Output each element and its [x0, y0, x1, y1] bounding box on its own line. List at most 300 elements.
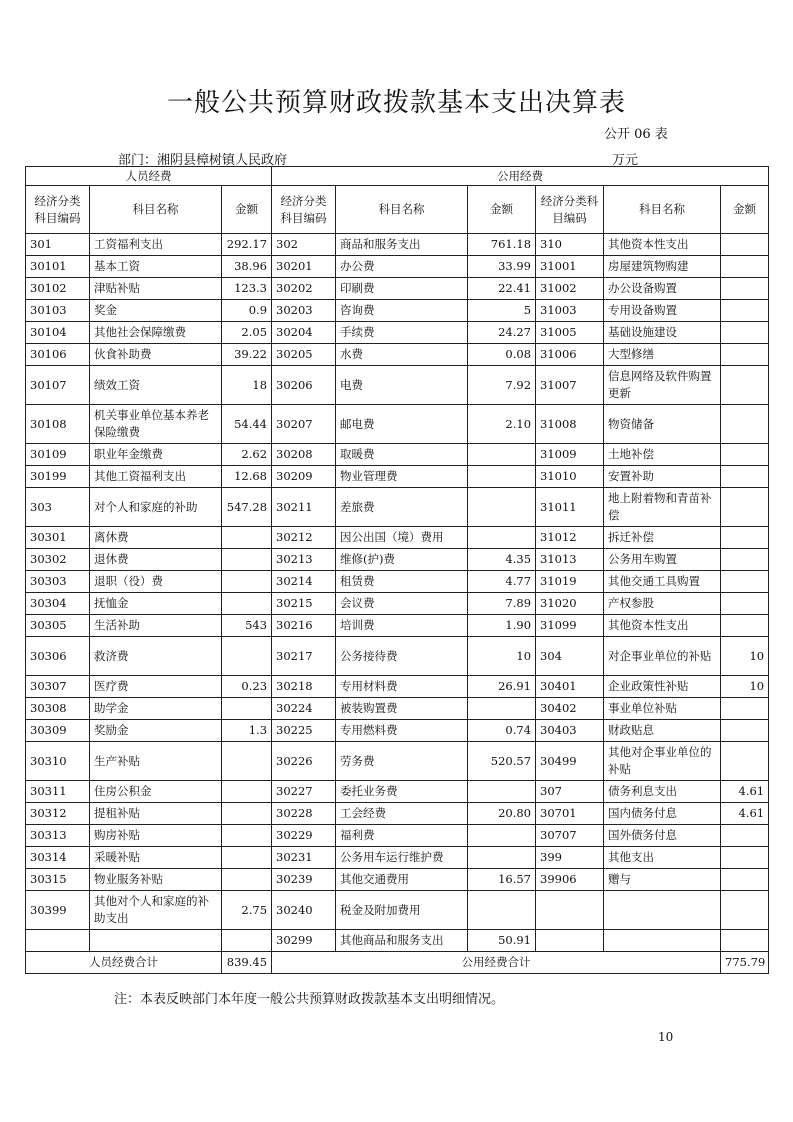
name-cell: 其他工资福利支出: [90, 466, 222, 488]
amount-cell: [222, 825, 272, 847]
name-cell: 物业管理费: [336, 466, 468, 488]
amount-cell: [721, 300, 769, 322]
name-cell: 伙食补助费: [90, 344, 222, 366]
personnel-total-label: 人员经费合计: [26, 952, 222, 974]
personnel-header: 人员经费: [26, 167, 272, 186]
name-cell: 奖励金: [90, 720, 222, 742]
code-cell: 30225: [272, 720, 336, 742]
table-row: [26, 676, 769, 698]
amount-cell: [222, 549, 272, 571]
name-cell: 被装购置费: [336, 698, 468, 720]
amount-cell: [222, 742, 272, 781]
amount-cell: 4.61: [721, 781, 769, 803]
name-cell: 公务用车运行维护费: [336, 847, 468, 869]
name-cell: 商品和服务支出: [336, 234, 468, 256]
amount-cell: 0.08: [468, 344, 536, 366]
code-cell: 30218: [272, 676, 336, 698]
name-cell: 其他社会保障缴费: [90, 322, 222, 344]
amount-cell: [468, 444, 536, 466]
code-cell: 30312: [26, 803, 90, 825]
amount-cell: 0.74: [468, 720, 536, 742]
amount-cell: 7.92: [468, 366, 536, 405]
amount-cell: 123.3: [222, 278, 272, 300]
amount-cell: 50.91: [468, 930, 536, 952]
name-cell: 安置补助: [604, 466, 721, 488]
table-row: [26, 869, 769, 891]
table-row: [26, 593, 769, 615]
name-header: 科目名称: [604, 186, 721, 234]
code-cell: 30228: [272, 803, 336, 825]
code-cell: 30307: [26, 676, 90, 698]
amount-cell: [721, 742, 769, 781]
code-cell: [26, 930, 90, 952]
name-header: 科目名称: [336, 186, 468, 234]
code-cell: 30701: [536, 803, 604, 825]
code-cell: 30399: [26, 891, 90, 930]
code-cell: 304: [536, 637, 604, 676]
code-cell: 30109: [26, 444, 90, 466]
name-cell: 助学金: [90, 698, 222, 720]
table-body: [26, 234, 769, 952]
code-cell: 30217: [272, 637, 336, 676]
name-cell: 地上附着物和青苗补偿: [604, 488, 721, 527]
amount-cell: 20.80: [468, 803, 536, 825]
name-cell: 差旅费: [336, 488, 468, 527]
table-row: [26, 637, 769, 676]
name-cell: 抚恤金: [90, 593, 222, 615]
code-cell: 303: [26, 488, 90, 527]
amount-cell: [222, 781, 272, 803]
name-cell: 医疗费: [90, 676, 222, 698]
amount-cell: [468, 847, 536, 869]
code-cell: 310: [536, 234, 604, 256]
code-cell: 30104: [26, 322, 90, 344]
name-cell: 其他支出: [604, 847, 721, 869]
name-cell: 对企事业单位的补贴: [604, 637, 721, 676]
name-cell: 劳务费: [336, 742, 468, 781]
table-row: [26, 847, 769, 869]
amount-cell: [721, 615, 769, 637]
code-cell: 30214: [272, 571, 336, 593]
amount-cell: [468, 825, 536, 847]
code-cell: 30204: [272, 322, 336, 344]
amount-cell: 10: [721, 676, 769, 698]
name-cell: 住房公积金: [90, 781, 222, 803]
code-cell: 39906: [536, 869, 604, 891]
code-cell: 30304: [26, 593, 90, 615]
table-row: [26, 891, 769, 930]
table-row: [26, 615, 769, 637]
code-cell: 31019: [536, 571, 604, 593]
code-cell: 31002: [536, 278, 604, 300]
name-cell: 工会经费: [336, 803, 468, 825]
name-cell: 职业年金缴费: [90, 444, 222, 466]
table-row: [26, 366, 769, 405]
code-cell: 30302: [26, 549, 90, 571]
amount-cell: 5: [468, 300, 536, 322]
name-cell: 津贴补贴: [90, 278, 222, 300]
amount-cell: 543: [222, 615, 272, 637]
amount-cell: 2.75: [222, 891, 272, 930]
code-cell: 30209: [272, 466, 336, 488]
amount-cell: [468, 488, 536, 527]
code-cell: 30315: [26, 869, 90, 891]
code-cell: 30308: [26, 698, 90, 720]
name-cell: 专用燃料费: [336, 720, 468, 742]
amount-cell: 520.57: [468, 742, 536, 781]
name-cell: 其他对个人和家庭的补助支出: [90, 891, 222, 930]
amount-cell: 4.35: [468, 549, 536, 571]
code-cell: 31011: [536, 488, 604, 527]
name-cell: 对个人和家庭的补助: [90, 488, 222, 527]
name-cell: 采暖补贴: [90, 847, 222, 869]
code-cell: 30310: [26, 742, 90, 781]
table-row: [26, 571, 769, 593]
name-cell: 电费: [336, 366, 468, 405]
code-cell: [536, 930, 604, 952]
amount-cell: [222, 869, 272, 891]
name-cell: 生产补贴: [90, 742, 222, 781]
name-cell: 办公费: [336, 256, 468, 278]
table-row: [26, 466, 769, 488]
name-header: 科目名称: [90, 186, 222, 234]
name-cell: 机关事业单位基本养老保险缴费: [90, 405, 222, 444]
name-cell: 退休费: [90, 549, 222, 571]
code-cell: 31010: [536, 466, 604, 488]
name-cell: 维修(护)费: [336, 549, 468, 571]
code-cell: 30212: [272, 527, 336, 549]
code-cell: 30239: [272, 869, 336, 891]
amount-cell: [222, 698, 272, 720]
code-cell: 30707: [536, 825, 604, 847]
amount-cell: 24.27: [468, 322, 536, 344]
name-cell: [604, 930, 721, 952]
code-cell: 30240: [272, 891, 336, 930]
name-cell: 绩效工资: [90, 366, 222, 405]
name-cell: 咨询费: [336, 300, 468, 322]
public-total-value: 775.79: [721, 952, 769, 974]
amount-cell: 1.90: [468, 615, 536, 637]
code-cell: 30227: [272, 781, 336, 803]
table-row: [26, 930, 769, 952]
name-cell: 生活补助: [90, 615, 222, 637]
code-cell: 30402: [536, 698, 604, 720]
personnel-total-value: 839.45: [222, 952, 272, 974]
amount-cell: [721, 527, 769, 549]
code-cell: 30106: [26, 344, 90, 366]
amount-cell: 16.57: [468, 869, 536, 891]
table-row: [26, 825, 769, 847]
name-cell: [90, 930, 222, 952]
name-cell: 企业政策性补贴: [604, 676, 721, 698]
amount-cell: [468, 891, 536, 930]
code-cell: 30107: [26, 366, 90, 405]
code-cell: 399: [536, 847, 604, 869]
amount-cell: 10: [468, 637, 536, 676]
table-row: [26, 300, 769, 322]
amount-cell: 2.62: [222, 444, 272, 466]
amount-cell: 18: [222, 366, 272, 405]
unit-label: 万元: [612, 153, 639, 168]
code-cell: 30199: [26, 466, 90, 488]
amount-cell: [468, 781, 536, 803]
code-cell: 30101: [26, 256, 90, 278]
amount-cell: [222, 847, 272, 869]
name-cell: 基础设施建设: [604, 322, 721, 344]
amount-cell: [721, 720, 769, 742]
amount-header: 金额: [222, 186, 272, 234]
code-cell: 31001: [536, 256, 604, 278]
amount-cell: 7.89: [468, 593, 536, 615]
amount-cell: 4.61: [721, 803, 769, 825]
amount-cell: [721, 571, 769, 593]
code-cell: 30309: [26, 720, 90, 742]
amount-cell: [721, 405, 769, 444]
amount-cell: [721, 444, 769, 466]
code-cell: 31008: [536, 405, 604, 444]
code-cell: 31007: [536, 366, 604, 405]
amount-cell: [222, 930, 272, 952]
name-cell: 取暖费: [336, 444, 468, 466]
public-header: 公用经费: [272, 167, 769, 186]
code-cell: 30401: [536, 676, 604, 698]
amount-cell: [721, 488, 769, 527]
name-cell: 印刷费: [336, 278, 468, 300]
page-number: 10: [658, 1030, 674, 1044]
amount-cell: [721, 930, 769, 952]
amount-cell: [721, 466, 769, 488]
amount-cell: [721, 698, 769, 720]
amount-cell: 292.17: [222, 234, 272, 256]
name-cell: 物业服务补贴: [90, 869, 222, 891]
name-cell: [604, 891, 721, 930]
code-cell: 30314: [26, 847, 90, 869]
amount-cell: [468, 698, 536, 720]
code-cell: 30311: [26, 781, 90, 803]
name-cell: 信息网络及软件购置更新: [604, 366, 721, 405]
code-cell: 30313: [26, 825, 90, 847]
amount-cell: [721, 869, 769, 891]
amount-cell: 0.9: [222, 300, 272, 322]
code-cell: 30201: [272, 256, 336, 278]
table-row: [26, 256, 769, 278]
code-cell: [536, 891, 604, 930]
amount-cell: [721, 593, 769, 615]
amount-cell: [721, 344, 769, 366]
form-code: 公开 06 表: [604, 127, 668, 142]
code-cell: 30226: [272, 742, 336, 781]
code-cell: 30102: [26, 278, 90, 300]
code-cell: 30231: [272, 847, 336, 869]
name-cell: 国内债务付息: [604, 803, 721, 825]
name-cell: 手续费: [336, 322, 468, 344]
code-cell: 30229: [272, 825, 336, 847]
name-cell: 其他对企事业单位的补贴: [604, 742, 721, 781]
table-row: [26, 344, 769, 366]
code-cell: 31003: [536, 300, 604, 322]
amount-cell: 26.91: [468, 676, 536, 698]
code-cell: 302: [272, 234, 336, 256]
name-cell: 其他商品和服务支出: [336, 930, 468, 952]
code-cell: 31005: [536, 322, 604, 344]
table-row: [26, 781, 769, 803]
name-cell: 工资福利支出: [90, 234, 222, 256]
name-cell: 大型修缮: [604, 344, 721, 366]
amount-cell: 33.99: [468, 256, 536, 278]
amount-cell: 2.05: [222, 322, 272, 344]
name-cell: 邮电费: [336, 405, 468, 444]
name-cell: 事业单位补贴: [604, 698, 721, 720]
amount-header: 金额: [721, 186, 769, 234]
public-total-label: 公用经费合计: [272, 952, 721, 974]
amount-cell: [468, 466, 536, 488]
name-cell: 会议费: [336, 593, 468, 615]
code-header: 经济分类科目编码: [536, 186, 604, 234]
name-cell: 土地补偿: [604, 444, 721, 466]
name-cell: 税金及附加费用: [336, 891, 468, 930]
department-label: 部门：湘阴县樟树镇人民政府: [118, 153, 288, 168]
code-cell: 307: [536, 781, 604, 803]
amount-cell: 761.18: [468, 234, 536, 256]
code-cell: 31020: [536, 593, 604, 615]
amount-cell: [222, 803, 272, 825]
amount-cell: [721, 234, 769, 256]
name-cell: 其他资本性支出: [604, 234, 721, 256]
table-row: [26, 698, 769, 720]
name-cell: 其他交通工具购置: [604, 571, 721, 593]
code-cell: 31009: [536, 444, 604, 466]
name-cell: 租赁费: [336, 571, 468, 593]
name-cell: 提租补贴: [90, 803, 222, 825]
amount-cell: 12.68: [222, 466, 272, 488]
code-cell: 30207: [272, 405, 336, 444]
code-cell: 30108: [26, 405, 90, 444]
amount-cell: 38.96: [222, 256, 272, 278]
code-cell: 31006: [536, 344, 604, 366]
name-cell: 房屋建筑物购建: [604, 256, 721, 278]
code-cell: 30205: [272, 344, 336, 366]
expenditure-table: [25, 166, 769, 974]
code-cell: 31012: [536, 527, 604, 549]
amount-cell: [222, 637, 272, 676]
name-cell: 专用材料费: [336, 676, 468, 698]
amount-cell: 4.77: [468, 571, 536, 593]
code-cell: 30215: [272, 593, 336, 615]
code-cell: 30305: [26, 615, 90, 637]
name-cell: 离休费: [90, 527, 222, 549]
name-cell: 办公设备购置: [604, 278, 721, 300]
page-title: 一般公共预算财政拨款基本支出决算表: [166, 88, 626, 118]
amount-cell: [721, 549, 769, 571]
code-header: 经济分类科目编码: [26, 186, 90, 234]
table-row: [26, 742, 769, 781]
table-row: [26, 527, 769, 549]
name-cell: 拆迁补偿: [604, 527, 721, 549]
code-cell: 30211: [272, 488, 336, 527]
amount-cell: [721, 825, 769, 847]
name-cell: 培训费: [336, 615, 468, 637]
amount-cell: [222, 527, 272, 549]
name-cell: 其他资本性支出: [604, 615, 721, 637]
code-cell: 30203: [272, 300, 336, 322]
code-cell: 30299: [272, 930, 336, 952]
code-cell: 30306: [26, 637, 90, 676]
code-cell: 30224: [272, 698, 336, 720]
code-cell: 301: [26, 234, 90, 256]
name-cell: 奖金: [90, 300, 222, 322]
name-cell: 公务用车购置: [604, 549, 721, 571]
amount-cell: 10: [721, 637, 769, 676]
code-cell: 30103: [26, 300, 90, 322]
name-cell: 公务接待费: [336, 637, 468, 676]
name-cell: 福利费: [336, 825, 468, 847]
name-cell: 债务利息支出: [604, 781, 721, 803]
amount-cell: 54.44: [222, 405, 272, 444]
code-cell: 31013: [536, 549, 604, 571]
name-cell: 国外债务付息: [604, 825, 721, 847]
table-row: [26, 278, 769, 300]
amount-header: 金额: [468, 186, 536, 234]
name-cell: 赠与: [604, 869, 721, 891]
amount-cell: [721, 891, 769, 930]
name-cell: 专用设备购置: [604, 300, 721, 322]
amount-cell: 2.10: [468, 405, 536, 444]
table-row: [26, 405, 769, 444]
name-cell: 救济费: [90, 637, 222, 676]
amount-cell: [468, 527, 536, 549]
amount-cell: 0.23: [222, 676, 272, 698]
code-cell: 31099: [536, 615, 604, 637]
name-cell: 财政贴息: [604, 720, 721, 742]
table-row: [26, 444, 769, 466]
amount-cell: [222, 593, 272, 615]
code-cell: 30208: [272, 444, 336, 466]
table-row: [26, 803, 769, 825]
amount-cell: 22.41: [468, 278, 536, 300]
amount-cell: [222, 571, 272, 593]
footnote: 注：本表反映部门本年度一般公共预算财政拨款基本支出明细情况。: [114, 992, 505, 1007]
amount-cell: [721, 366, 769, 405]
amount-cell: 547.28: [222, 488, 272, 527]
code-cell: 30303: [26, 571, 90, 593]
name-cell: 水费: [336, 344, 468, 366]
name-cell: 委托业务费: [336, 781, 468, 803]
amount-cell: 39.22: [222, 344, 272, 366]
table-row: [26, 720, 769, 742]
name-cell: 因公出国（境）费用: [336, 527, 468, 549]
name-cell: 物资储备: [604, 405, 721, 444]
code-cell: 30403: [536, 720, 604, 742]
code-cell: 30499: [536, 742, 604, 781]
code-header: 经济分类科目编码: [272, 186, 336, 234]
code-cell: 30202: [272, 278, 336, 300]
amount-cell: [721, 278, 769, 300]
table-row: [26, 322, 769, 344]
name-cell: 其他交通费用: [336, 869, 468, 891]
code-cell: 30206: [272, 366, 336, 405]
name-cell: 购房补贴: [90, 825, 222, 847]
name-cell: 基本工资: [90, 256, 222, 278]
table-row: [26, 488, 769, 527]
amount-cell: 1.3: [222, 720, 272, 742]
name-cell: 退职（役）费: [90, 571, 222, 593]
amount-cell: [721, 256, 769, 278]
code-cell: 30216: [272, 615, 336, 637]
code-cell: 30301: [26, 527, 90, 549]
amount-cell: [721, 847, 769, 869]
name-cell: 产权参股: [604, 593, 721, 615]
table-row: [26, 549, 769, 571]
